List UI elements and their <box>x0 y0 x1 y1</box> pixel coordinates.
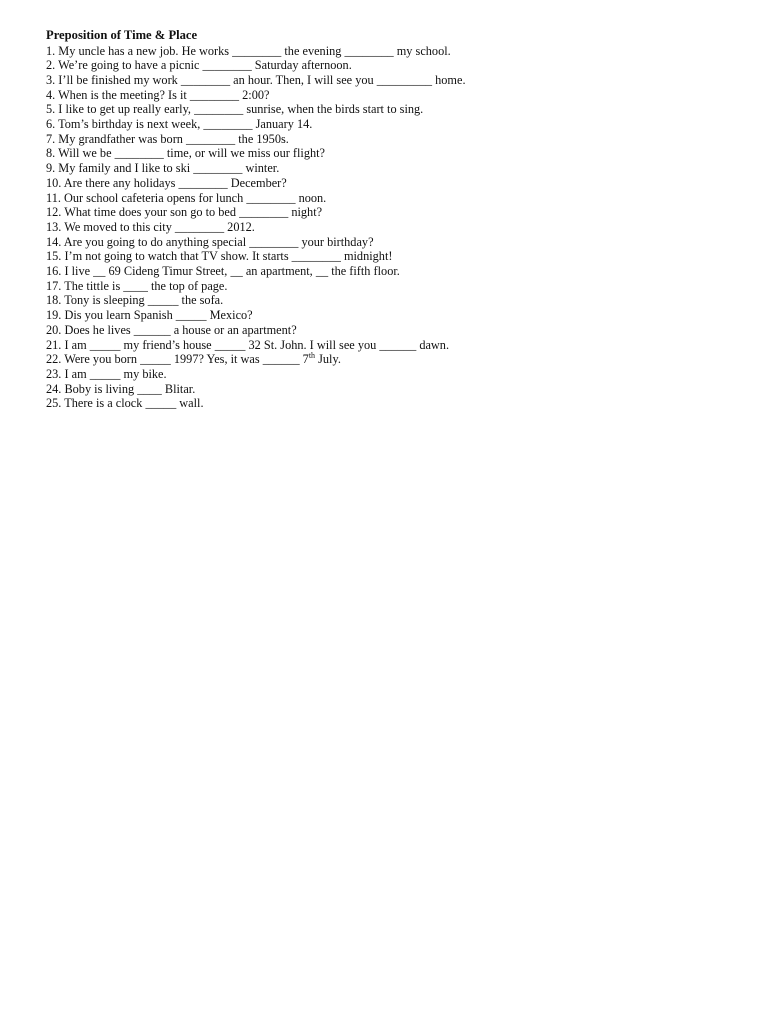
question-25: 25. There is a clock _____ wall. <box>46 396 204 411</box>
question-21: 21. I am _____ my friend’s house _____ 32 St. John. I will see you ______ dawn. <box>46 337 450 352</box>
question-1: 1. My uncle has a new job. He works ________ the evening ________ my school. <box>46 43 451 58</box>
question-17: 17. The tittle is ____ the top of page. <box>46 278 228 293</box>
question-10: 10. Are there any holidays ________ December? <box>46 175 287 190</box>
question-11: 11. Our school cafeteria opens for lunch ________ noon. <box>46 190 327 205</box>
question-14: 14. Are you going to do anything special ________ your birthday? <box>46 234 374 249</box>
question-22 <box>46 352 736 367</box>
question-3: 3. I’ll be finished my work ________ an hour. Then, I will see you _________ home. <box>46 72 466 87</box>
question-7: 7. My grandfather was born ________ the 1950s. <box>46 131 289 146</box>
question-6: 6. Tom’s birthday is next week, ________ January 14. <box>46 117 313 132</box>
question-23: 23. I am _____ my bike. <box>46 366 167 381</box>
question-18: 18. Tony is sleeping _____ the sofa. <box>46 293 224 308</box>
question-13: 13. We moved to this city ________ 2012. <box>46 219 255 234</box>
question-16: 16. I live __ 69 Cideng Timur Street, __ an apartment, __ the fifth floor. <box>46 264 400 279</box>
question-list <box>46 44 736 412</box>
worksheet-page <box>46 28 736 411</box>
question-22-superscript: th <box>308 351 316 361</box>
worksheet-title: Preposition of Time & Place <box>46 28 198 42</box>
question-20: 20. Does he lives ______ a house or an apartment? <box>46 322 297 337</box>
question-19: 19. Dis you learn Spanish _____ Mexico? <box>46 308 253 323</box>
question-24: 24. Boby is living ____ Blitar. <box>46 381 196 396</box>
question-12: 12. What time does your son go to bed ________ night? <box>46 205 323 220</box>
question-2: 2. We’re going to have a picnic ________ Saturday afternoon. <box>46 58 352 73</box>
question-15: 15. I’m not going to watch that TV show. It starts ________ midnight! <box>46 249 393 264</box>
question-22-text: 22. Were you born _____ 1997? Yes, it was ______ 7 <box>46 352 309 367</box>
question-9: 9. My family and I like to ski ________ winter. <box>46 161 280 176</box>
question-4: 4. When is the meeting? Is it ________ 2:00? <box>46 87 270 102</box>
question-5: 5. I like to get up really early, ________ sunrise, when the birds start to sing. <box>46 102 424 117</box>
question-8: 8. Will we be ________ time, or will we miss our flight? <box>46 146 325 161</box>
question-22-tail: July. <box>315 352 341 367</box>
